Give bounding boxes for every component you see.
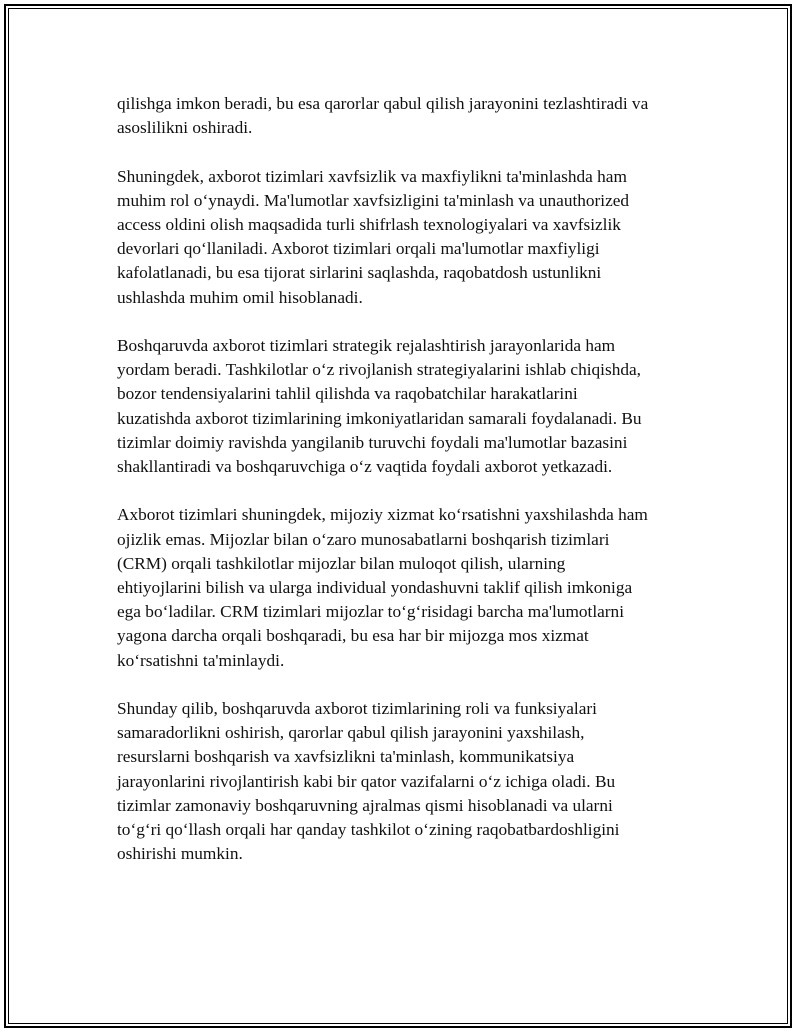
paragraph-strategic-planning: Boshqaruvda axborot tizimlari strategik rejalashtirish jarayonlarida ham yordam beradi. Tashkilotlar o‘z rivojlanish strategiyalarini ishlab chiqishda, bozor tendensiyalarini tahlil qilishda va raqobatchilar harakatlarini kuzatishda axborot tizimlarining imkoniyatlaridan samarali foydalanadi. Bu tizimlar doimiy ravishda yangilanib turuvchi foydali ma'lumotlar bazasini shakllantiradi va boshqaruvchiga o‘z vaqtida foydali axborot yetkazadi. bbox=[117, 336, 642, 477]
document-body bbox=[117, 92, 707, 891]
paragraph-security: Shuningdek, axborot tizimlari xavfsizlik va maxfiylikni ta'minlashda ham muhim rol o‘ynaydi. Ma'lumotlar xavfsizligini ta'minlash va unauthorized access oldini olish maqsadida turli shifrlash texnologiyalari va xavfsizlik devorlari qo‘llaniladi. Axborot tizimlari orqali ma'lumotlar maxfiyligi kafolatlanadi, bu esa tijorat sirlarini saqlashda, raqobatdosh ustunlikni ushlashda muhim omil hisoblanadi. bbox=[117, 166, 630, 307]
paragraph-crm: Axborot tizimlari shuningdek, mijoziy xizmat ko‘rsatishni yaxshilashda ham ojizlik emas. Mijozlar bilan o‘zaro munosabatlarni boshqarish tizimlari (CRM) orqali tashkilotlar mijozlar bilan muloqot qilish, ularning ehtiyojlarini bilish va ularga individual yondashuvni taklif qilish imkoniga ega bo‘ladilar. CRM tizimlari mijozlar to‘g‘risidagi barcha ma'lumotlarni yagona darcha orqali boshqaradi, bu esa har bir mijozga mos xizmat ko‘rsatishni ta'minlaydi. bbox=[117, 505, 648, 670]
paragraph-conclusion: Shunday qilib, boshqaruvda axborot tizimlarining roli va funksiyalari samaradorlikni oshirish, qarorlar qabul qilish jarayonini yaxshilash, resurslarni boshqarish va xavfsizlikni ta'minlash, kommunikatsiya jarayonlarini rivojlantirish kabi bir qator vazifalarni o‘z ichiga oladi. Bu tizimlar zamonaviy boshqaruvning ajralmas qismi hisoblanadi va ularni to‘g‘ri qo‘llash orqali har qanday tashkilot o‘zining raqobatbardoshligini oshirishi mumkin. bbox=[117, 699, 620, 864]
paragraph-continuation: qilishga imkon beradi, bu esa qarorlar qabul qilish jarayonini tezlashtiradi va asoslilikni oshiradi. bbox=[117, 94, 649, 138]
